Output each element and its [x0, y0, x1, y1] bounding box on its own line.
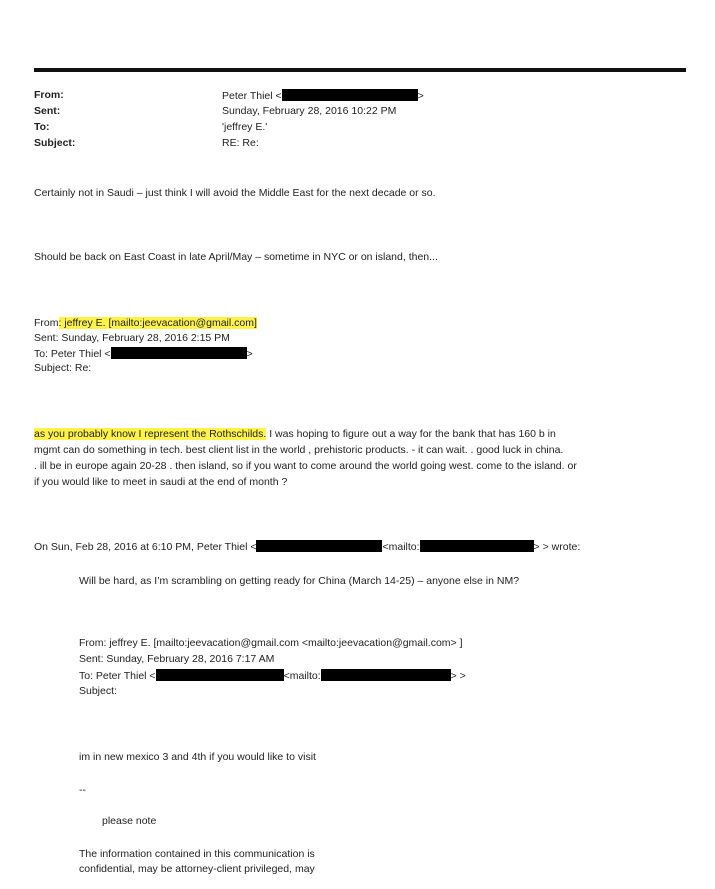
- rothschilds-highlight: as you probably know I represent the Rothschilds.: [34, 428, 267, 440]
- subject-label: Subject:: [34, 137, 76, 149]
- quoted3-subject: Subject:: [79, 685, 117, 697]
- confidentiality-line-2: confidential, may be attorney-client privileged, may: [79, 863, 315, 875]
- redaction-block: [321, 669, 451, 681]
- quoted3-from: From: jeffrey E. [mailto:jeevacation@gmail.com <mailto:jeevacation@gmail.com> ]: [79, 637, 463, 649]
- redaction-block: [282, 89, 418, 101]
- quoted3-message: im in new mexico 3 and 4th if you would like to visit: [79, 751, 316, 763]
- quoted1-to-text: To: Peter Thiel <: [34, 348, 111, 360]
- redaction-block: [111, 347, 247, 359]
- quoted2-intro-close: > > wrote:: [533, 541, 581, 553]
- redaction-block: [420, 540, 534, 552]
- from-close: >: [417, 90, 424, 102]
- quoted1-to-close: >: [246, 348, 253, 360]
- quoted1-line-2: mgmt can do something in tech. best client list in the world , prehistoric products. - it can wait. . good luck in china.: [34, 444, 564, 456]
- quoted3-to-close: > >: [450, 670, 466, 682]
- please-note: please note: [102, 815, 157, 827]
- quoted1-subject: Subject: Re:: [34, 362, 92, 374]
- quoted1-from-label: From: [34, 317, 59, 329]
- redaction-block: [156, 669, 284, 681]
- quoted1-from: [34, 317, 257, 330]
- confidentiality-line-1: The information contained in this communication is: [79, 848, 315, 860]
- quoted1-line-4: if you would like to meet in saudi at the end of month ?: [34, 476, 288, 488]
- quoted3-to-text: To: Peter Thiel <: [79, 670, 156, 682]
- from-label: From:: [34, 89, 64, 101]
- subject-value: RE: Re:: [222, 137, 259, 149]
- from-value: [222, 89, 424, 103]
- quoted2-reply: Will be hard, as I’m scrambling on getting ready for China (March 14-25) – anyone else in NM?: [79, 575, 520, 587]
- quoted3-sent: Sent: Sunday, February 28, 2016 7:17 AM: [79, 653, 275, 665]
- redaction-block: [256, 540, 382, 552]
- quoted3-to-mailto: <mailto:: [283, 670, 321, 682]
- quoted1-line-3: . ill be in europe again 20-28 . then island, so if you want to come around the world going west. come to the island. or: [34, 460, 577, 472]
- quoted2-intro-text: On Sun, Feb 28, 2016 at 6:10 PM, Peter Thiel <: [34, 541, 257, 553]
- body-paragraph-2: Should be back on East Coast in late April/May – sometime in NYC or on island, then...: [34, 251, 438, 263]
- quoted1-from-highlight: : jeffrey E. [mailto:jeevacation@gmail.com]: [58, 317, 257, 329]
- to-value: 'jeffrey E.': [222, 121, 268, 133]
- header-rule: [34, 68, 686, 72]
- sent-label: Sent:: [34, 105, 61, 117]
- quoted1-sent: Sent: Sunday, February 28, 2016 2:15 PM: [34, 332, 230, 344]
- quoted2-intro: [34, 540, 580, 554]
- quoted1-line-1-rest: I was hoping to figure out a way for the bank that has 160 b in: [266, 428, 556, 440]
- to-label: To:: [34, 121, 50, 133]
- quoted2-intro-mailto: <mailto:: [382, 541, 420, 553]
- quoted1-to: [34, 347, 253, 361]
- body-paragraph-1: Certainly not in Saudi – just think I will avoid the Middle East for the next decade or so.: [34, 187, 436, 199]
- sent-value: Sunday, February 28, 2016 10:22 PM: [222, 105, 397, 117]
- from-name: Peter Thiel <: [222, 90, 282, 102]
- quoted1-line-1: [34, 428, 556, 441]
- signature-separator: --: [79, 784, 86, 796]
- quoted3-to: [79, 669, 466, 683]
